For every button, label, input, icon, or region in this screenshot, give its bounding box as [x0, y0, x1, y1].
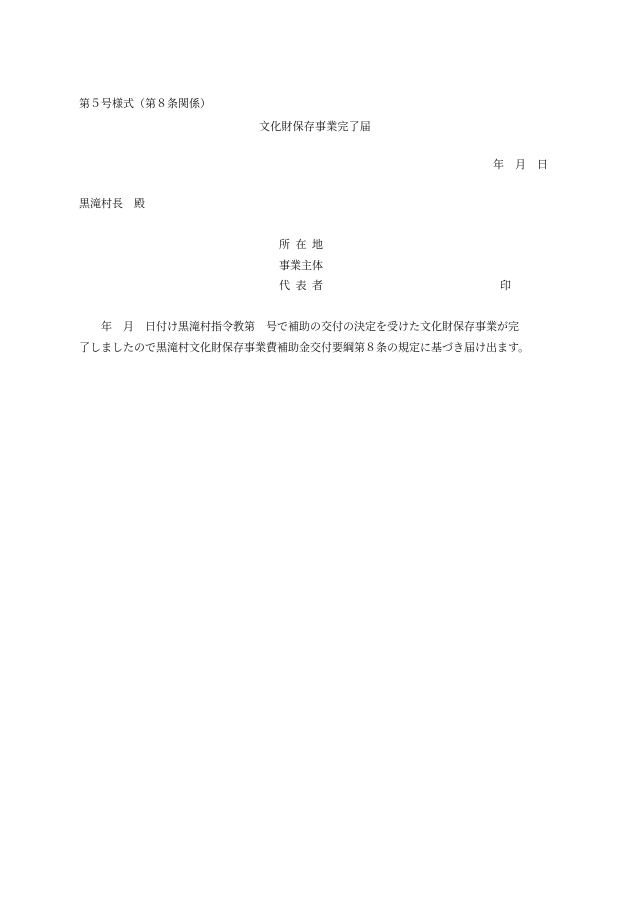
date-line: 年 月 日	[493, 158, 548, 171]
location-label: 所 在 地	[279, 238, 323, 251]
body-text-line-2: 了しましたので黒滝村文化財保存事業費補助金交付要綱第８条の規定に基づき届け出ます。	[79, 341, 530, 354]
addressee: 黒滝村長 殿	[79, 197, 145, 210]
seal-mark: 印	[500, 279, 511, 292]
form-number: 第５号様式（第８条関係）	[79, 97, 211, 110]
document-title: 文化財保存事業完了届	[259, 120, 371, 133]
body-text-line-1	[79, 321, 519, 332]
representative-label: 代 表 者	[279, 279, 323, 292]
body-text-line-1-content: 年 月 日付け黒滝村指令教第 号で補助の交付の決定を受けた文化財保存事業が完	[101, 320, 519, 333]
entity-label: 事業主体	[279, 259, 323, 272]
